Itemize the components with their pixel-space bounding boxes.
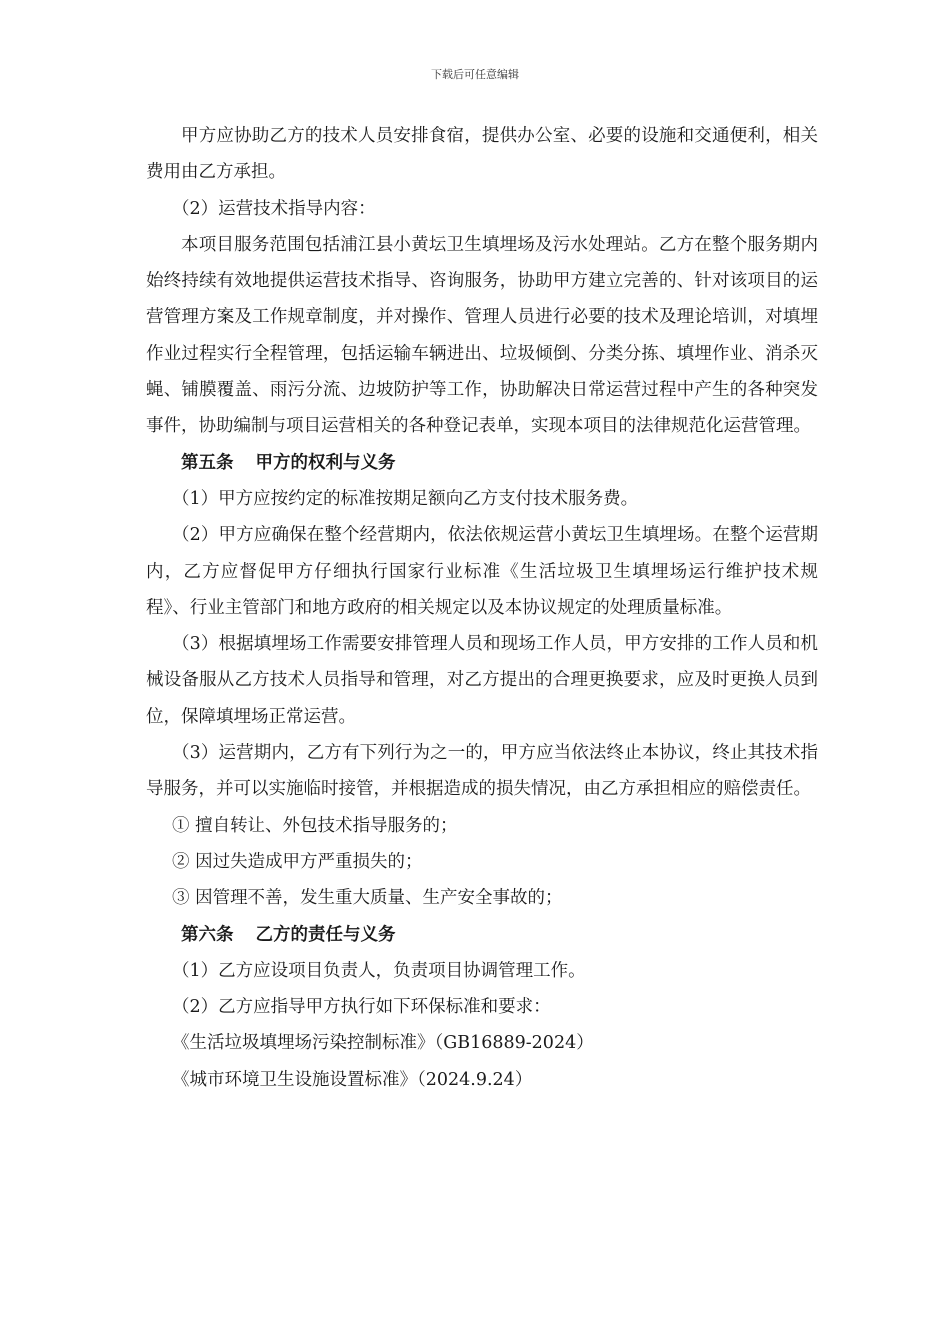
article-title: 甲方的权利与义务 [255, 452, 396, 473]
paragraph: （2）甲方应确保在整个经营期内，依法依规运营小黄坛卫生填埋场。在整个运营期内，乙方应督促甲方仔细执行国家行业标准《生活垃圾卫生填埋场运行维护技术规程》、行业主管部门和地方政府的相关规定以及本协议规定的处理质量标准。 [146, 525, 818, 618]
document-body [146, 118, 818, 1098]
paragraph: （2）乙方应指导甲方执行如下环保标准和要求： [172, 997, 551, 1018]
article-title: 乙方的责任与义务 [255, 924, 396, 945]
article-number: 第五条 [181, 452, 234, 473]
article-heading-5 [146, 445, 818, 481]
article-number: 第六条 [181, 924, 234, 945]
paragraph: （1）甲方应按约定的标准按期足额向乙方支付技术服务费。 [172, 488, 639, 509]
paragraph: （3）根据填埋场工作需要安排管理人员和现场工作人员，甲方安排的工作人员和机械设备服从乙方技术人员指导和管理，对乙方提出的合理更换要求，应及时更换人员到位，保障填埋场正常运营。 [146, 634, 818, 727]
paragraph: （3）运营期内，乙方有下列行为之一的，甲方应当依法终止本协议，终止其技术指导服务，并可以实施临时接管，并根据造成的损失情况，由乙方承担相应的赔偿责任。 [146, 743, 818, 800]
page-header: 下载后可任意编辑 [431, 68, 519, 81]
article-heading-6 [146, 917, 818, 953]
section-subtitle: （2）运营技术指导内容： [172, 198, 376, 219]
standard-reference: 《城市环境卫生设施设置标准》（2024.9.24） [172, 1069, 533, 1090]
paragraph: 甲方应协助乙方的技术人员安排食宿，提供办公室、必要的设施和交通便利，相关费用由乙方承担。 [146, 126, 818, 183]
clause-item: ① 擅自转让、外包技术指导服务的； [172, 815, 458, 836]
paragraph: （1）乙方应设项目负责人，负责项目协调管理工作。 [172, 960, 586, 981]
paragraph: 本项目服务范围包括浦江县小黄坛卫生填埋场及污水处理站。乙方在整个服务期内始终持续有效地提供运营技术指导、咨询服务，协助甲方建立完善的、针对该项目的运营管理方案及工作规章制度，并对操作、管理人员进行必要的技术及理论培训，对填埋作业过程实行全程管理，包括运输车辆进出、垃圾倾倒、分类分拣、填埋作业、消杀灭蝇、铺膜覆盖、雨污分流、边坡防护等工作，协助解决日常运营过程中产生的各种突发事件，协助编制与项目运营相关的各种登记表单，实现本项目的法律规范化运营管理。 [146, 234, 818, 437]
clause-item: ③ 因管理不善，发生重大质量、生产安全事故的； [172, 888, 563, 909]
standard-reference: 《生活垃圾填埋场污染控制标准》（GB16889-2024） [172, 1033, 594, 1054]
clause-item: ② 因过失造成甲方严重损失的； [172, 851, 423, 872]
